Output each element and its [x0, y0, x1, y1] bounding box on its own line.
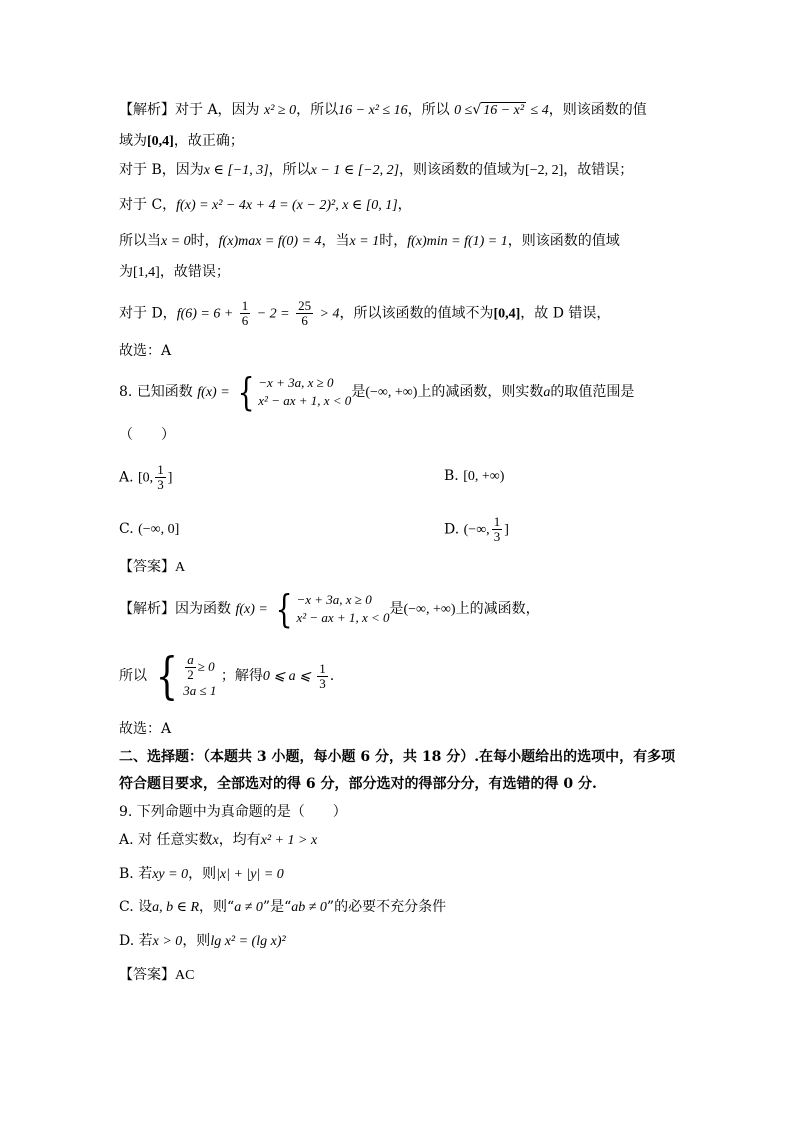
p7-option-a-line1: 【解析】对于 A，因为 x² ≥ 0，所以16 − x² ≤ 16，所以 0 ≤√ 16 − x² ≤ 4，则该函数的值	[119, 102, 647, 118]
q9-option-d[interactable]: D. 若x > 0，则lg x² = (lg x)²	[119, 933, 286, 949]
section2-heading-line1: 二、选择题：（本题共 3 小题，每小题 6 分，共 18 分）.在每小题给出的选项中，有多项	[119, 749, 676, 765]
q8-conclusion: 故选：A	[119, 721, 172, 737]
q9-stem: 9. 下列命题中为真命题的是（ ）	[119, 804, 347, 820]
p7-option-b: 对于 B，因为x ∈ [−1, 3]，所以x − 1 ∈ [−2, 2]，则该函数的值域为[−2, 2]，故错误；	[119, 162, 634, 178]
piecewise-function: { −x + 3a, x ≥ 0 x² − ax + 1, x < 0	[237, 370, 352, 414]
analysis-tag: 【解析】	[119, 102, 175, 118]
q9-answer: 【答案】AC	[119, 967, 195, 983]
fraction: $\frac{a}{2}$	[187, 651, 194, 682]
q8-analysis-line1: 【解析】因为函数 f(x) = { −x + 3a, x ≥ 0 x² − ax + 1, x < 0 是(−∞, +∞)上的减函数，	[119, 587, 540, 631]
section2-heading-line2: 符合题目要求，全部选对的得 6 分，部分选对的得部分分，有选错的得 0 分.	[119, 776, 597, 792]
q8-option-c[interactable]: C. (−∞, 0]	[119, 521, 180, 537]
q9-option-a[interactable]: A. 对 任意实数x，均有x² + 1 > x	[119, 832, 318, 848]
q8-paren: （ ）	[119, 427, 175, 443]
q9-option-b[interactable]: B. 若xy = 0，则|x| + |y| = 0	[119, 866, 284, 882]
inequality-system: { $\frac{a}{2}$ ≥ 0 3a ≤ 1	[156, 647, 217, 705]
fraction: $\frac{1}{3}$	[157, 462, 164, 492]
fraction: $\frac{25}{6}$	[298, 298, 312, 328]
p7-option-a-line2: 域为[0,4]，故正确；	[119, 133, 244, 149]
fraction: $\frac{1}{3}$	[493, 514, 501, 544]
q8-answer: 【答案】A	[119, 559, 186, 575]
p7-option-c-line3: 为[1,4]，故错误；	[119, 264, 230, 280]
p7-option-d: 对于 D，f(6) = 6 + $\frac{1}{6}$ − 2 = $\frac{25}{6}$ > 4，所以该函数的值域不为[0,4]，故 D 错误，	[119, 298, 611, 328]
piecewise-function: { −x + 3a, x ≥ 0 x² − ax + 1, x < 0	[275, 587, 390, 631]
p7-option-c-line2: 所以当x = 0时，f(x)max = f(0) = 4，当x = 1时，f(x)min = f(1) = 1，则该函数的值域	[119, 233, 620, 249]
q8-analysis-line2: 所以 { $\frac{a}{2}$ ≥ 0 3a ≤ 1 ；解得0 ⩽ a ⩽ $\frac{1}{3}$ .	[119, 647, 335, 705]
q8-option-d[interactable]: D. (−∞, $\frac{1}{3}$ ]	[444, 514, 509, 544]
q9-option-c[interactable]: C. 设a, b ∈ R，则“a ≠ 0”是“ab ≠ 0”的必要不充分条件	[119, 899, 447, 915]
q8-option-b[interactable]: B. [0, +∞)	[444, 468, 505, 484]
fraction: $\frac{1}{6}$	[241, 298, 249, 328]
q8-stem: 8. 已知函数 f(x) = { −x + 3a, x ≥ 0 x² − ax + 1, x < 0 是(−∞, +∞)上的减函数，则实数a的取值范围是	[119, 370, 635, 414]
p7-conclusion: 故选：A	[119, 343, 172, 359]
q8-option-a[interactable]: A. [0, $\frac{1}{3}$ ]	[119, 462, 173, 492]
fraction: $\frac{1}{3}$	[319, 660, 326, 691]
p7-option-c: 对于 C，f(x) = x² − 4x + 4 = (x − 2)², x ∈ [0, 1]，	[119, 197, 412, 213]
